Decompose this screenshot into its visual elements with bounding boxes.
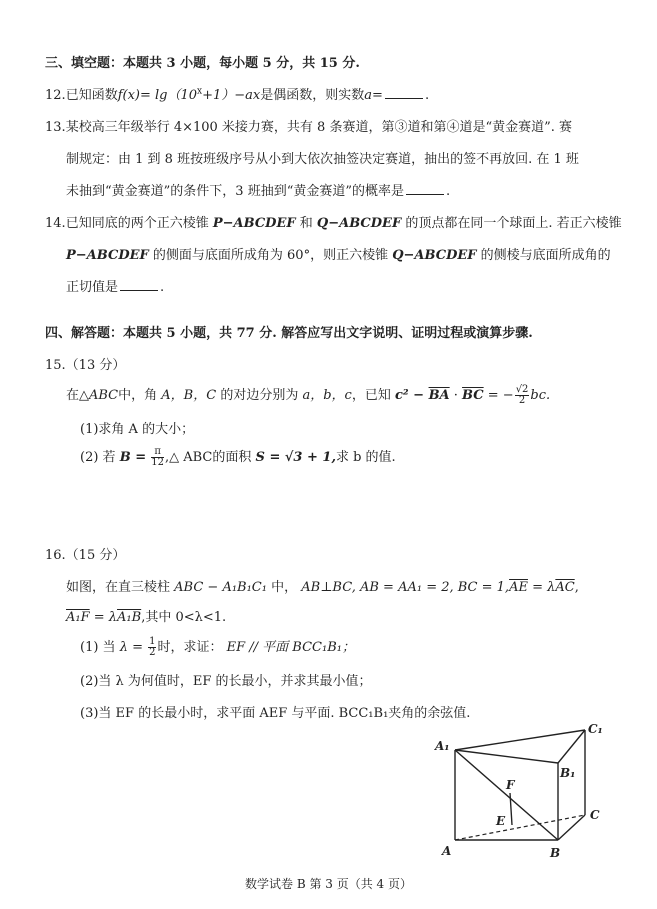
q13-blank	[406, 184, 444, 195]
question-16-stem1	[66, 576, 579, 595]
q13-text1: 某校高三年级举行 4×100 米接力赛，共有 8 条赛道，第③道和第④道是“黄金赛道”. 赛	[65, 120, 573, 135]
q12-blank	[385, 88, 423, 99]
label-C1: C₁	[588, 722, 603, 736]
q16-vector-A1B: A₁B	[117, 610, 142, 625]
question-16-part3: (3)当 EF 的长最小时，求平面 AEF 与平面. BCC₁B₁夹角的余弦值.	[80, 706, 471, 721]
question-15-number: 15.（13 分）	[45, 358, 126, 373]
q12-text2: 是偶函数，则实数	[260, 88, 365, 103]
q15-pi: π	[151, 447, 164, 458]
question-16-part2: (2)当 λ 为何值时，EF 的长最小，并求其最小值；	[80, 674, 372, 689]
question-12	[45, 84, 429, 103]
q12-sup: x	[197, 86, 203, 97]
question-16-part1	[80, 636, 355, 658]
q14-P: P−ABCDEF	[212, 216, 296, 231]
q16-prism: ABC − A₁B₁C₁	[174, 580, 267, 595]
q15-stem-a: 在△	[66, 388, 89, 403]
q16-eq2: = λ	[89, 610, 118, 625]
q15-S: S = √3 + 1,	[255, 450, 336, 465]
q16-p1c: EF // 平面 BCC₁B₁；	[226, 640, 355, 655]
q16-stem1b: 中，	[271, 580, 298, 595]
q16-stem2b: ,其中 0<λ<1.	[141, 610, 227, 625]
q13-end: .	[446, 184, 451, 199]
prism-figure	[430, 715, 630, 865]
question-15-part2	[80, 446, 396, 468]
segment-A1B	[455, 750, 558, 840]
q16-stem1a: 如图，在直三棱柱	[66, 580, 171, 595]
q16-frac-den: 2	[149, 647, 156, 658]
segment-EF	[510, 793, 512, 825]
q15-vector-BC: $\overline{BC}$	[462, 388, 484, 403]
q12-end: .	[424, 88, 430, 103]
edge-C1B1	[558, 730, 585, 763]
q15-frac-num: √2	[515, 384, 529, 395]
q15-stem-c: 的对边分别为	[220, 388, 299, 403]
question-16-stem2	[66, 606, 226, 625]
q16-conditions: AB⊥BC, AB = AA₁ = 2, BC = 1,	[301, 580, 510, 595]
question-13-line3	[66, 180, 450, 199]
q15-dot: ·	[449, 388, 463, 403]
section4-header: 四、解答题：本题共 5 小题，共 77 分. 解答应写出文字说明、证明过程或演算步骤.	[45, 326, 533, 341]
q15-part2b: ,△ ABC的面积	[164, 450, 252, 465]
label-B: B	[550, 846, 561, 860]
q16-frac-num: 1	[149, 636, 156, 647]
q16-comma: ,	[574, 580, 579, 595]
label-F: F	[506, 778, 515, 792]
q12-var: a=	[364, 88, 383, 103]
q14-text3: 正切值是	[66, 280, 119, 295]
q15-twelve: 12	[151, 457, 164, 468]
edge-BC	[558, 815, 585, 840]
question-14-line3	[66, 276, 164, 295]
q16-half-fraction	[148, 637, 156, 658]
q12-function: f(x)= lg（10	[117, 88, 198, 103]
label-A1: A₁	[435, 739, 450, 753]
q16-lambda: λ =	[119, 640, 143, 655]
label-B1: B₁	[560, 766, 576, 780]
q12-text: 已知函数	[65, 88, 118, 103]
q14-text1b: 和	[299, 216, 313, 231]
q15-eq-b: = −	[483, 388, 514, 403]
q14-text2b: 的侧棱与底面所成角的	[480, 248, 611, 263]
q14-number: 14.	[45, 216, 66, 231]
q16-eq1: = λ	[527, 580, 556, 595]
q12-number: 12.	[45, 88, 66, 103]
q14-Q: Q−ABCDEF	[316, 216, 402, 231]
q15-fraction	[515, 385, 530, 406]
question-14-line1	[45, 212, 622, 231]
q15-part2a: (2) 若	[80, 450, 116, 465]
question-16-number: 16.（15 分）	[45, 548, 126, 563]
q14-text2a: 的侧面与底面所成角为 60°，则正六棱锥	[152, 248, 389, 263]
page-footer: 数学试卷 B 第 3 页（共 4 页）	[245, 877, 412, 891]
q15-pi-fraction	[151, 447, 164, 468]
q16-p1a: (1) 当	[80, 640, 116, 655]
q14-Q2: Q−ABCDEF	[392, 248, 477, 263]
q16-vector-A1F: A₁F	[66, 610, 90, 625]
question-13-line2: 制规定：由 1 到 8 班按班级序号从小到大依次抽签决定赛道，抽出的签不再放回. 在 1 班	[66, 152, 579, 167]
question-14-line2	[66, 244, 611, 263]
label-A: A	[442, 844, 452, 858]
q14-P2: P−ABCDEF	[66, 248, 149, 263]
q16-p1b: 时，求证：	[157, 640, 223, 655]
label-C: C	[590, 808, 600, 822]
q16-vector-AE: $\overline{AE}$	[509, 580, 528, 595]
q15-stem-d: ，已知	[351, 388, 391, 403]
q15-eq-a: c² −	[395, 388, 429, 403]
q13-text3: 未抽到“黄金赛道”的条件下，3 班抽到“黄金赛道”的概率是	[66, 184, 404, 199]
question-13-line1	[45, 116, 572, 135]
edge-A1B1	[455, 750, 558, 763]
q15-sides: a，b，c	[302, 388, 352, 403]
question-15-stem	[66, 384, 550, 406]
q15-B: B =	[119, 450, 147, 465]
q14-text1c: 的顶点都在同一个球面上. 若正六棱锥	[405, 216, 622, 231]
q14-blank	[120, 280, 158, 291]
q14-end: .	[160, 280, 165, 295]
q12-function-rest: +1）−ax	[202, 88, 261, 103]
section3-header: 三、填空题：本题共 3 小题，每小题 5 分，共 15 分.	[45, 56, 360, 71]
edge-AC-hidden	[455, 815, 585, 840]
q15-vector-BA: $\overline{BA}$	[428, 388, 450, 403]
q15-angles: A，B，C	[161, 388, 217, 403]
q14-text1a: 已知同底的两个正六棱锥	[65, 216, 209, 231]
q15-stem-b: 中，角	[118, 388, 158, 403]
q15-abc: ABC	[89, 388, 119, 403]
q15-frac-den: 2	[518, 395, 526, 406]
q16-vector-AC: $\overline{AC}$	[555, 580, 575, 595]
q15-part2c: 求 b 的值.	[335, 450, 396, 465]
q15-bc: bc.	[530, 388, 551, 403]
q13-number: 13.	[45, 120, 66, 135]
question-15-part1: (1)求角 A 的大小；	[80, 422, 195, 437]
label-E: E	[496, 814, 506, 828]
edge-A1C1	[455, 730, 585, 750]
